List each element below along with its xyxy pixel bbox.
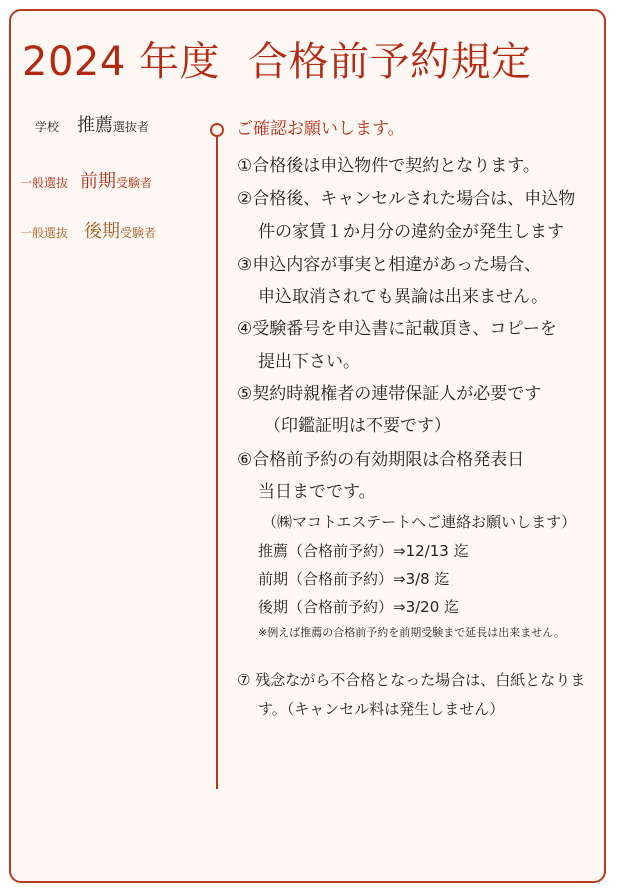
intro-text: ご確認お願いします。 — [236, 119, 405, 139]
rule-4-line1: ④受験番号を申込書に記載頂き、コピーを — [237, 319, 557, 339]
rule-7-line1: ⑦ 残念ながら不合格となった場合は、白紙となりま — [237, 671, 586, 689]
rule-1: ①合格後は申込物件で契約となります。 — [237, 156, 540, 176]
notice-frame — [9, 9, 606, 883]
rule-2-line1: ②合格後、キャンセルされた場合は、申込物 — [237, 189, 576, 209]
category-suisen — [35, 117, 149, 135]
category-zenki — [20, 173, 152, 191]
category-main: 後期 — [84, 221, 121, 242]
rule-4-line2: 提出下さい。 — [258, 352, 360, 372]
category-suffix: 選抜者 — [113, 120, 150, 134]
rule-6-line1: ⑥合格前予約の有効期限は合格発表日 — [237, 450, 525, 470]
rule-7-line2: す。（キャンセル料は発生しません） — [258, 700, 505, 718]
category-prefix: 一般選抜 — [20, 226, 69, 240]
rule-5-line1: ⑤契約時親権者の連帯保証人が必要です — [237, 384, 542, 404]
rule-3-line2: 申込取消されても異論は出来ません。 — [258, 287, 549, 307]
category-suffix: 受験者 — [116, 176, 153, 190]
deadline-suisen: 推薦（合格前予約）⇒12/13 迄 — [258, 542, 469, 560]
category-main: 推薦 — [77, 115, 114, 136]
page-title — [22, 39, 532, 85]
timeline-line — [216, 133, 218, 789]
contact-line: （㈱マコトエステートへご連絡お願いします） — [262, 513, 577, 531]
rule-6-line2: 当日までです。 — [258, 482, 376, 502]
rule-2-line2: 件の家賃１か月分の違約金が発生します — [258, 222, 564, 242]
timeline-dot — [210, 123, 224, 137]
category-prefix: 学校 — [35, 120, 60, 134]
rule-3-line1: ③申込内容が事実と相違があった場合、 — [237, 255, 542, 275]
category-prefix: 一般選抜 — [20, 176, 69, 190]
extension-note: ※例えば推薦の合格前予約を前期受験まで延長は出来ません。 — [258, 626, 565, 639]
category-kouki — [20, 223, 156, 241]
title-year: 2024 年度 — [22, 39, 221, 85]
title-text: 合格前予約規定 — [248, 39, 532, 85]
deadline-zenki: 前期（合格前予約）⇒3/8 迄 — [258, 570, 450, 588]
deadline-kouki: 後期（合格前予約）⇒3/20 迄 — [258, 598, 460, 616]
category-main: 前期 — [80, 171, 117, 192]
rule-5-line2: （印鑑証明は不要です） — [264, 416, 451, 436]
category-suffix: 受験者 — [120, 226, 157, 240]
